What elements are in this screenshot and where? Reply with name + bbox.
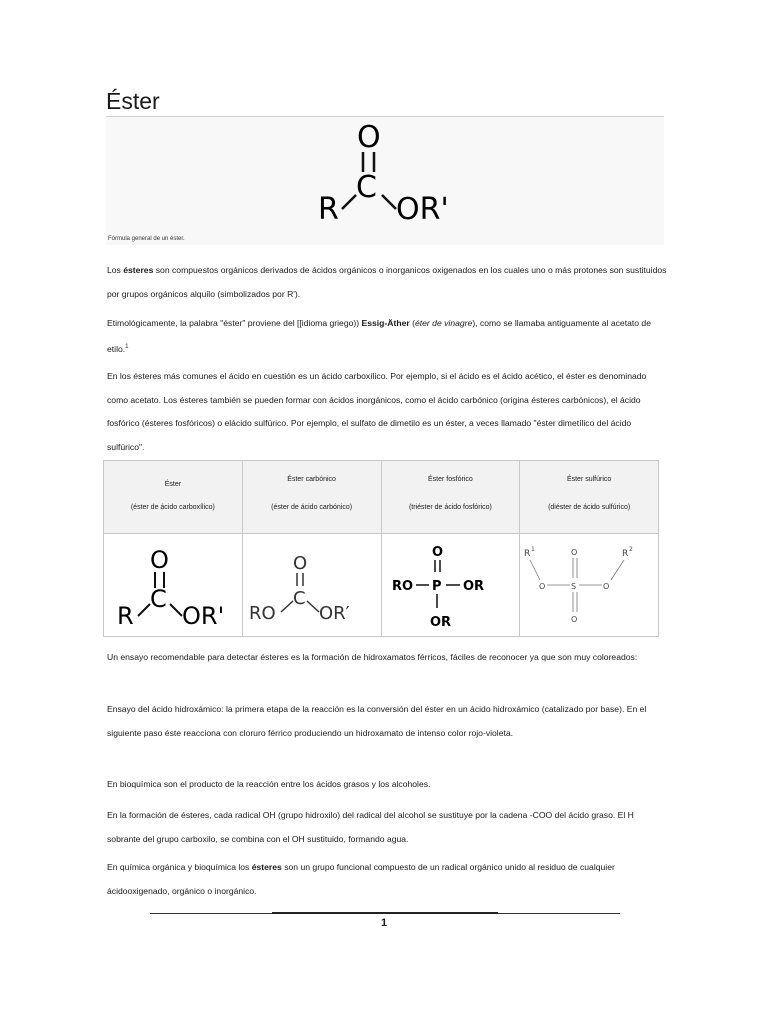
atom-label: OR': [181, 602, 225, 630]
atom-label: O: [603, 582, 610, 591]
atom-label: RO: [248, 603, 276, 624]
table-structure-cell: [520, 534, 659, 637]
bond-line: [138, 604, 150, 616]
table-structure-cell: [242, 534, 381, 637]
paragraph-definition: [107, 259, 667, 306]
atom-label: R: [622, 549, 629, 559]
paragraph-text: Los: [107, 265, 124, 275]
bond-line: [530, 560, 540, 580]
atom-label: OR: [429, 615, 451, 630]
paragraph-formation: En la formación de ésteres, cada radical OH (grupo hidroxilo) del radical del alcohol se sustituye por la cadena -COO del ácido graso. El H sobrante del grupo carboxilo, se combina con el OH sustituido, formando agua.: [107, 810, 634, 844]
bond-line: [281, 601, 293, 612]
column-name: Éster carbónico: [287, 476, 336, 483]
column-name: Éster sulfúrico: [566, 476, 612, 483]
table-header-cell: [381, 461, 520, 534]
sulfuric-ester-structure: [520, 534, 660, 634]
paragraph-etymology: [107, 312, 667, 361]
footnote-reference[interactable]: 1: [125, 343, 129, 350]
page-title: Éster: [106, 88, 160, 114]
table-header-row: [104, 461, 659, 534]
paragraph-text: Etimológicamente, la palabra "éster" proviene del [[idioma griego)): [107, 318, 362, 328]
bold-term: ésteres: [251, 862, 282, 872]
paragraph-hydroxamate-test: Un ensayo recomendable para detectar ésteres es la formación de hidroxamatos férricos, fáciles de reconocer ya que son muy coloreados:: [107, 652, 638, 662]
bold-term: ésteres: [123, 265, 154, 275]
italic-term: éter de vinagre: [414, 318, 473, 328]
bond-line: [170, 604, 182, 616]
table-header-cell: [520, 461, 659, 534]
formula-carbon: C: [356, 170, 377, 205]
atom-label: R: [116, 602, 134, 630]
atom-label: C: [292, 588, 306, 609]
paragraph-text: ), como se llamaba antiguamente al acetato de etilo.: [107, 318, 651, 354]
ester-formula-diagram: [106, 117, 664, 245]
atom-label: O: [149, 546, 169, 574]
atom-label: C: [149, 585, 167, 613]
atom-label: O: [431, 545, 443, 560]
bond-line: [611, 560, 624, 580]
table-structure-cell: [104, 534, 243, 637]
table-structure-row: [104, 534, 659, 637]
atom-label: O: [571, 548, 578, 557]
figure-caption: Fórmula general de un éster.: [108, 236, 185, 242]
footer-divider-accent: [272, 912, 498, 914]
paragraph-hydroxamic-acid: Ensayo del ácido hidroxámico: la primera etapa de la reacción es la conversión del éster en un ácido hidroxámico (catalizado por base). En el siguiente paso éste reacciona con cloruro férrico produciendo un hidroxamato de intenso color rojo-violeta.: [107, 704, 647, 738]
atom-label: O: [292, 553, 307, 574]
bold-term: Essig-Äther: [361, 318, 410, 328]
column-subtitle: (éster de ácido carboxílico): [130, 504, 215, 511]
table-structure-cell: [381, 534, 520, 637]
atom-superscript: 1: [531, 546, 536, 553]
ester-types-table: [103, 460, 659, 637]
atom-label: OR: [462, 579, 484, 594]
bond-line: [307, 601, 319, 612]
atom-label: O: [571, 615, 578, 624]
column-name: Éster fosfórico: [428, 476, 473, 483]
atom-label: P: [431, 579, 442, 594]
column-subtitle: (éster de ácido carbónico): [271, 504, 353, 511]
bond-line: [342, 195, 356, 209]
atom-label: OR′: [318, 603, 350, 624]
paragraph-text: En química orgánica y bioquímica los: [107, 862, 252, 872]
paragraph-functional-group: [107, 856, 667, 903]
paragraph-text: son compuestos orgánicos derivados de ácidos orgánicos o inorganicos oxigenados en los cuales uno o más protones son sustituidos por grupos orgánicos alquilo (simbolizados por R').: [107, 265, 667, 299]
atom-label: S: [571, 582, 577, 591]
paragraph-biochemistry: En bioquímica son el producto de la reacción entre los ácidos grasos y los alcoholes.: [107, 779, 431, 789]
table-header-cell: [242, 461, 381, 534]
phosphoric-ester-structure: [382, 534, 522, 634]
formula-or-group: OR': [396, 192, 449, 227]
bond-line: [382, 195, 396, 209]
carboxylic-ester-structure: [110, 534, 236, 634]
column-subtitle: (diéster de ácido sulfúrico): [548, 504, 631, 511]
atom-superscript: 2: [629, 546, 634, 553]
column-subtitle: (triéster de ácido fosfórico): [408, 504, 492, 511]
table-header-cell: [104, 461, 243, 534]
atom-label: R: [524, 549, 531, 559]
carbonic-ester-structure: [243, 534, 383, 634]
paragraph-text: son un grupo funcional compuesto de un radical orgánico unido al residuo de cualquier ácidooxigenado, orgánico o inorgánico.: [107, 862, 615, 896]
paragraph-common-esters: En los ésteres más comunes el ácido en cuestión es un ácido carboxílico. Por ejemplo, si el ácido es el ácido acético, el éster es denominado como acetato. Los ésteres también se pueden formar con ácidos inorgánicos, como el ácido carbónico (origina ésteres carbónicos), el ácido fosfórico (ésteres fosfóricos) o elácido sulfúrico. Por ejemplo, el sulfato de dimetilo es un éster, a veces llamado "éster dimetílico del ácido sulfúrico".: [107, 371, 647, 452]
formula-oxygen: O: [357, 120, 381, 155]
ester-general-formula-figure: [106, 116, 664, 245]
page-number: 1: [380, 917, 388, 929]
column-name: Éster: [164, 481, 182, 488]
atom-label: O: [539, 582, 546, 591]
formula-r-group: R: [318, 192, 339, 227]
atom-label: RO: [391, 579, 413, 594]
paragraph-text: (: [409, 318, 415, 328]
